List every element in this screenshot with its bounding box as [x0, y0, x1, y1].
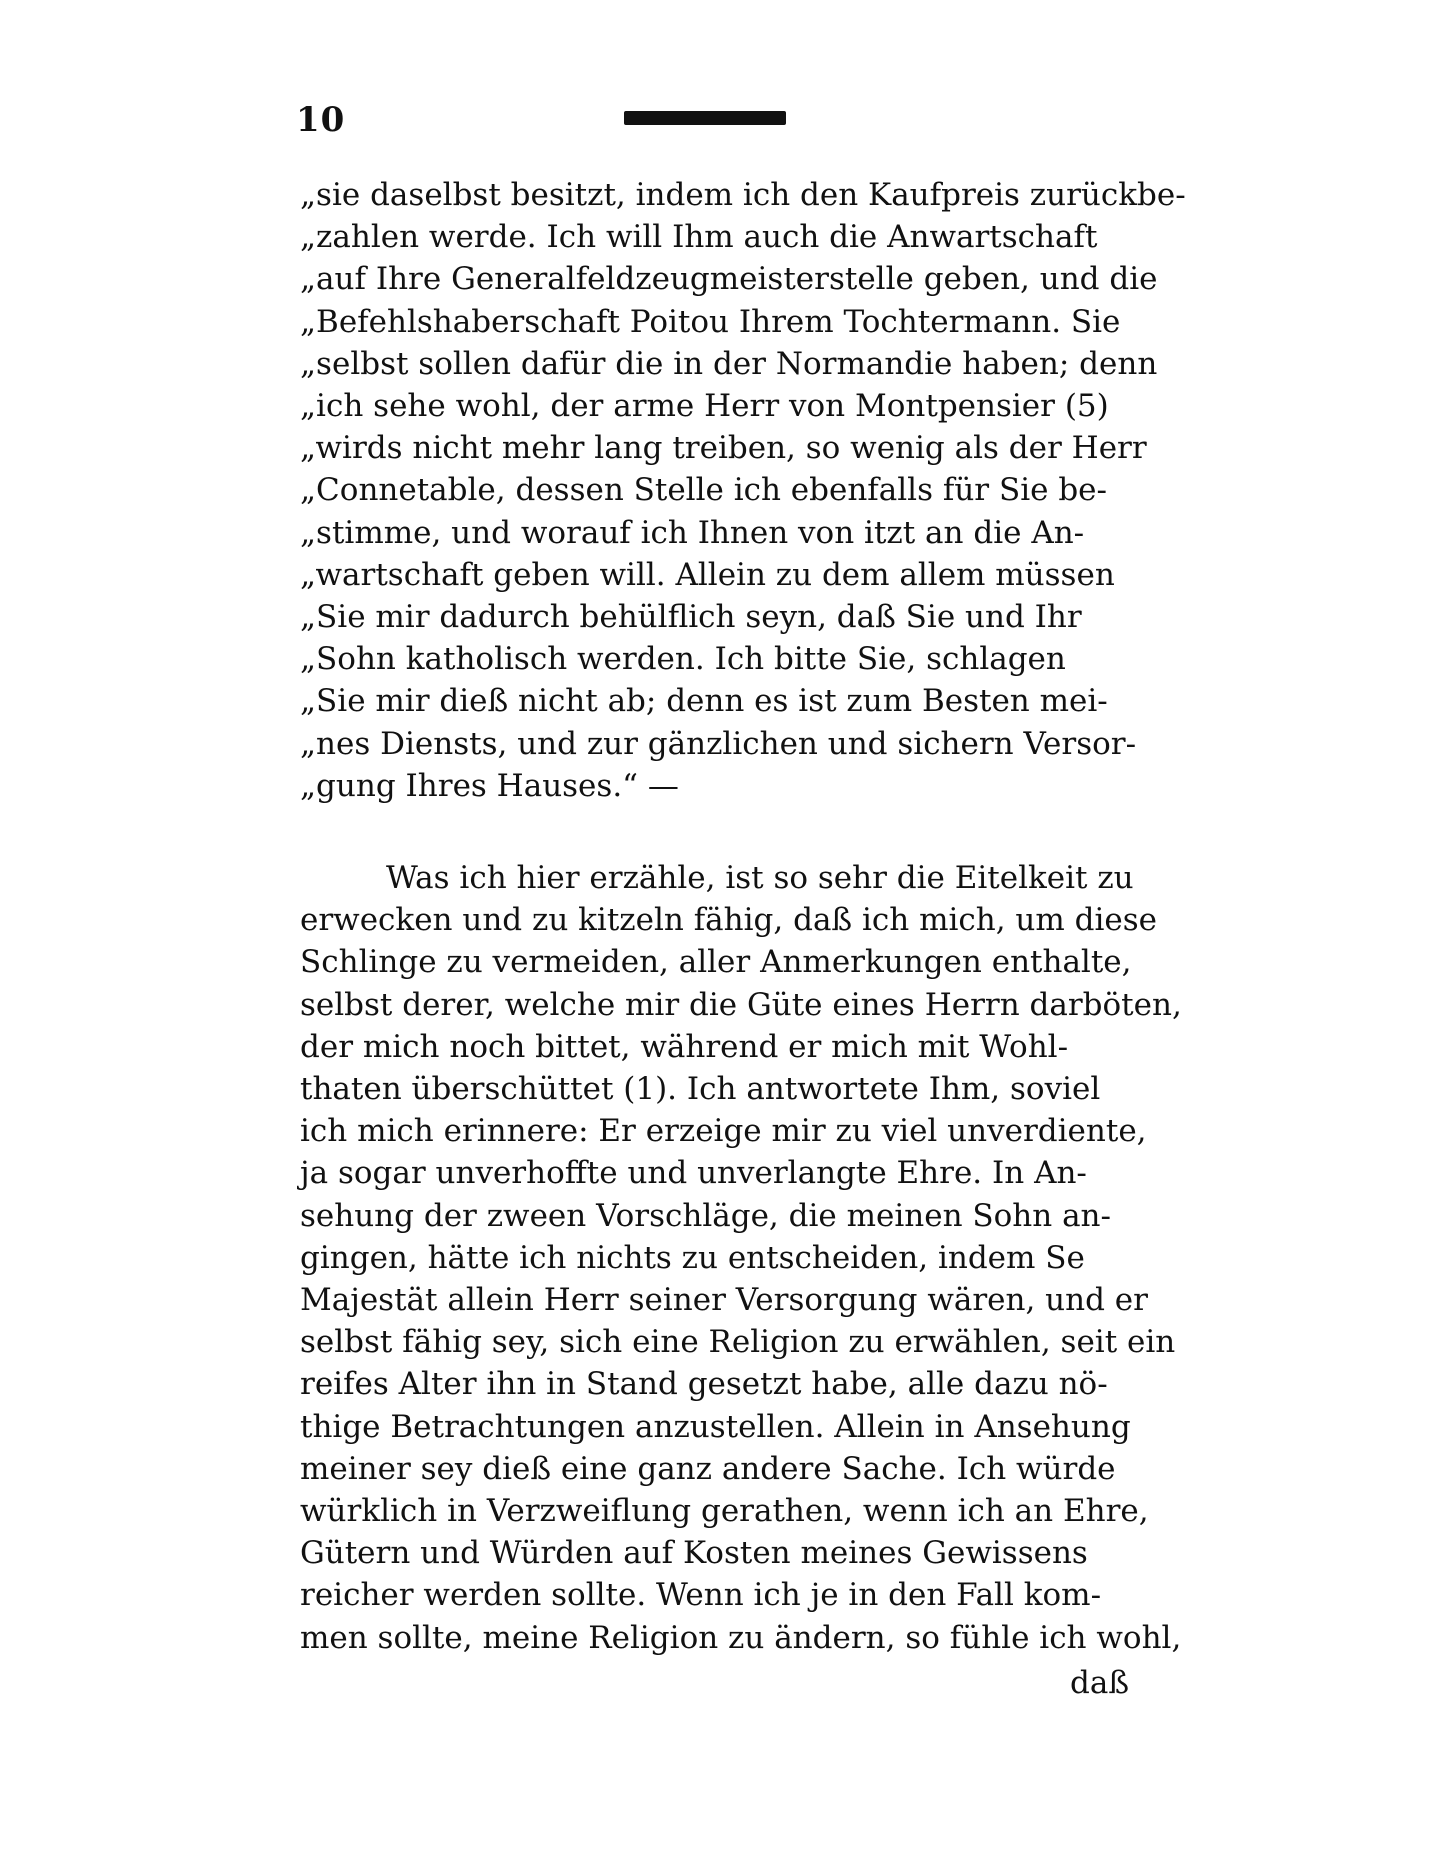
paragraph-line: men sollte, meine Religion zu ändern, so fühle ich wohl,	[300, 1619, 1182, 1656]
header-rule	[624, 111, 786, 125]
paragraph-line: selbst fähig sey, sich eine Religion zu erwählen, seit ein	[300, 1324, 1176, 1361]
paragraph-line: reifes Alter ihn in Stand gesetzt habe, alle dazu nö-	[300, 1366, 1108, 1403]
quoted-speech-block	[300, 174, 1186, 807]
paragraph-line: Majestät allein Herr seiner Versorgung wären, und er	[300, 1282, 1148, 1319]
paragraph-line: erwecken und zu kitzeln fähig, daß ich mich, um diese	[300, 902, 1157, 939]
quote-line: „sie daselbst besitzt, indem ich den Kaufpreis zurückbe-	[300, 177, 1186, 213]
paragraph-line: Schlinge zu vermeiden, aller Anmerkungen enthalte,	[300, 944, 1132, 981]
paragraph-line: meiner sey dieß eine ganz andere Sache. Ich würde	[300, 1450, 1116, 1487]
quote-line: „Sie mir dieß nicht ab; denn es ist zum Besten mei-	[300, 683, 1108, 720]
quote-line: „ich sehe wohl, der arme Herr von Montpensier (5)	[300, 388, 1109, 425]
paragraph-line: sehung der zween Vorschläge, die meinen Sohn an-	[300, 1197, 1111, 1234]
catchword: daß	[1070, 1665, 1130, 1701]
paragraph-line: thaten überschüttet (1). Ich antwortete Ihm, soviel	[300, 1071, 1101, 1108]
quote-line: „gung Ihres Hauses.“ —	[300, 767, 679, 804]
paragraph-line: thige Betrachtungen anzustellen. Allein in Ansehung	[300, 1408, 1131, 1445]
quote-line: „wartschaft geben will. Allein zu dem allem müssen	[300, 556, 1115, 593]
quote-line: „Sohn katholisch werden. Ich bitte Sie, schlagen	[300, 641, 1066, 678]
quote-line: „wirds nicht mehr lang treiben, so wenig als der Herr	[300, 430, 1147, 467]
paragraph-line: ich mich erinnere: Er erzeige mir zu viel unverdiente,	[300, 1113, 1147, 1150]
quote-line: „Befehlshaberschaft Poitou Ihrem Tochtermann. Sie	[300, 303, 1121, 340]
page-number: 10	[296, 100, 346, 140]
body-paragraph	[300, 857, 1182, 1659]
quote-line: „Sie mir dadurch behülflich seyn, daß Sie und Ihr	[300, 599, 1082, 636]
quote-line: „zahlen werde. Ich will Ihm auch die Anwartschaft	[300, 219, 1098, 256]
paragraph-line: würklich in Verzweiflung gerathen, wenn ich an Ehre,	[300, 1493, 1149, 1530]
quote-line: „stimme, und worauf ich Ihnen von itzt an die An-	[300, 514, 1085, 551]
quote-line: „selbst sollen dafür die in der Normandie haben; denn	[300, 345, 1158, 382]
quote-line: „Connetable, dessen Stelle ich ebenfalls für Sie be-	[300, 472, 1107, 509]
paragraph-line: der mich noch bittet, während er mich mit Wohl-	[300, 1028, 1069, 1065]
paragraph-line: reicher werden sollte. Wenn ich je in den Fall kom-	[300, 1577, 1102, 1614]
quote-line: „auf Ihre Generalfeldzeugmeisterstelle geben, und die	[300, 261, 1158, 298]
quote-line: „nes Diensts, und zur gänzlichen und sichern Versor-	[300, 725, 1137, 762]
paragraph-line: Was ich hier erzähle, ist so sehr die Eitelkeit zu	[386, 860, 1134, 896]
paragraph-line: Gütern und Würden auf Kosten meines Gewissens	[300, 1535, 1088, 1572]
paragraph-line: ja sogar unverhoffte und unverlangte Ehre. In An-	[300, 1155, 1087, 1192]
paragraph-line: gingen, hätte ich nichts zu entscheiden, indem Se	[300, 1239, 1085, 1276]
paragraph-line: selbst derer, welche mir die Güte eines Herrn darböten,	[300, 986, 1182, 1023]
